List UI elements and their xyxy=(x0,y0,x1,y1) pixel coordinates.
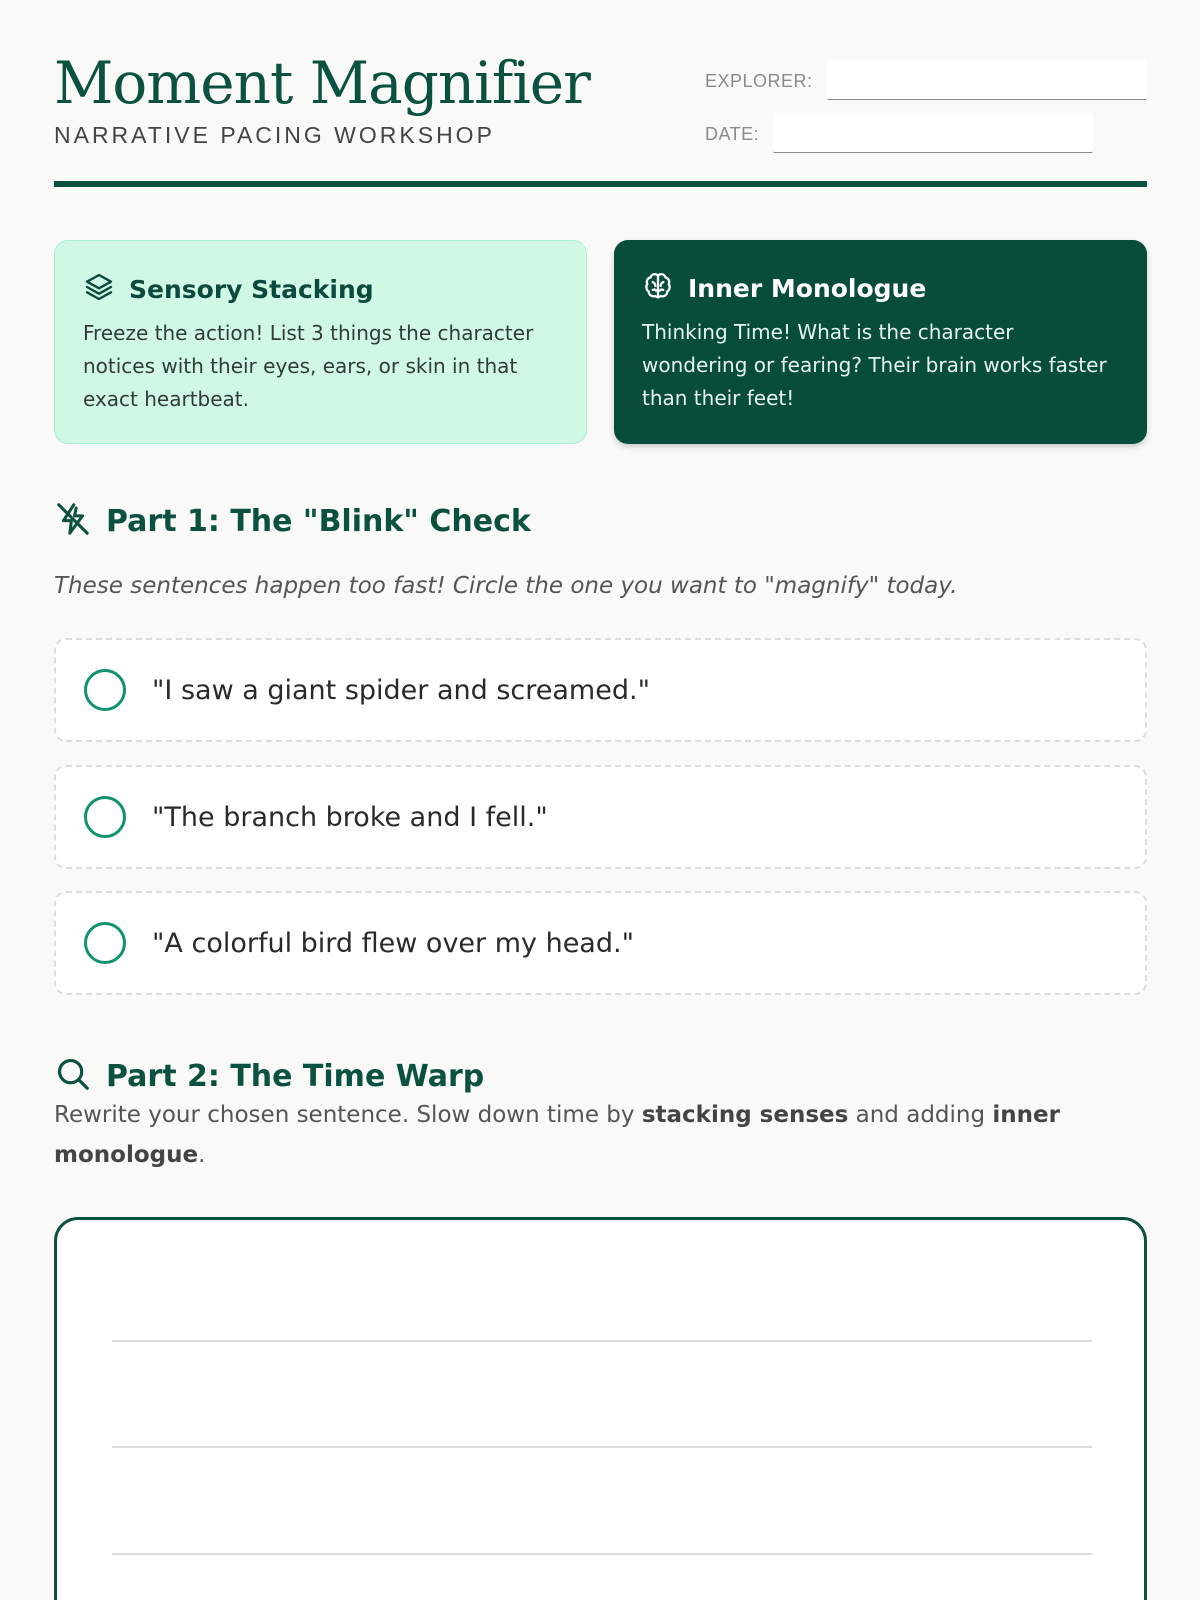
layers-icon xyxy=(83,271,115,307)
part2-instructions xyxy=(54,1095,1147,1175)
worksheet-subtitle: NARRATIVE PACING WORKSHOP xyxy=(54,122,495,148)
date-input[interactable] xyxy=(773,113,1093,153)
option-text: "A colorful bird flew over my head." xyxy=(152,927,634,959)
strategy-cards xyxy=(54,240,1147,444)
explorer-input[interactable] xyxy=(827,60,1147,100)
sentence-option-2[interactable] xyxy=(54,765,1147,869)
part2-title: Part 2: The Time Warp xyxy=(106,1058,485,1094)
card-header xyxy=(83,271,560,307)
instruction-bold: stacking senses xyxy=(641,1102,849,1128)
rewrite-answer-box[interactable] xyxy=(54,1217,1147,1600)
option-text: "I saw a giant spider and screamed." xyxy=(152,674,650,706)
writing-line xyxy=(112,1446,1092,1448)
part1-title: Part 1: The "Blink" Check xyxy=(106,503,531,539)
instruction-text: and adding xyxy=(848,1102,993,1128)
part1-instructions: These sentences happen too fast! Circle the one you want to "magnify" today. xyxy=(54,573,958,599)
search-icon xyxy=(54,1055,92,1097)
radio-circle[interactable] xyxy=(84,796,126,838)
header-divider xyxy=(54,181,1147,187)
instruction-bold: inner monologue xyxy=(54,1102,1060,1168)
date-label: DATE: xyxy=(705,124,760,144)
card-sensory-stacking xyxy=(54,240,587,444)
date-row xyxy=(705,113,1093,153)
radio-circle[interactable] xyxy=(84,922,126,964)
writing-line xyxy=(112,1340,1092,1342)
worksheet-page xyxy=(54,0,1147,1168)
sentence-option-1[interactable] xyxy=(54,638,1147,742)
card-title: Inner Monologue xyxy=(688,273,927,303)
brain-icon xyxy=(642,270,674,306)
worksheet-title: Moment Magnifier xyxy=(54,49,590,117)
instruction-text: . xyxy=(198,1142,206,1168)
radio-circle[interactable] xyxy=(84,669,126,711)
card-body: Thinking Time! What is the character wondering or fearing? Their brain works faster than their feet! xyxy=(642,320,1107,410)
writing-line xyxy=(112,1553,1092,1555)
zap-off-icon xyxy=(54,500,92,542)
worksheet-header xyxy=(54,0,1147,188)
option-text: "The branch broke and I fell." xyxy=(152,801,548,833)
part2-heading xyxy=(54,1055,484,1097)
card-title: Sensory Stacking xyxy=(129,274,374,304)
instruction-text: Rewrite your chosen sentence. Slow down time by xyxy=(54,1102,642,1128)
card-header xyxy=(642,270,1121,306)
part1-heading xyxy=(54,500,531,542)
sentence-option-3[interactable] xyxy=(54,891,1147,995)
explorer-row xyxy=(705,60,1147,100)
card-inner-monologue xyxy=(614,240,1147,444)
explorer-label: EXPLORER: xyxy=(705,71,813,91)
card-body: Freeze the action! List 3 things the character notices with their eyes, ears, or skin in that exact heartbeat. xyxy=(83,321,534,411)
